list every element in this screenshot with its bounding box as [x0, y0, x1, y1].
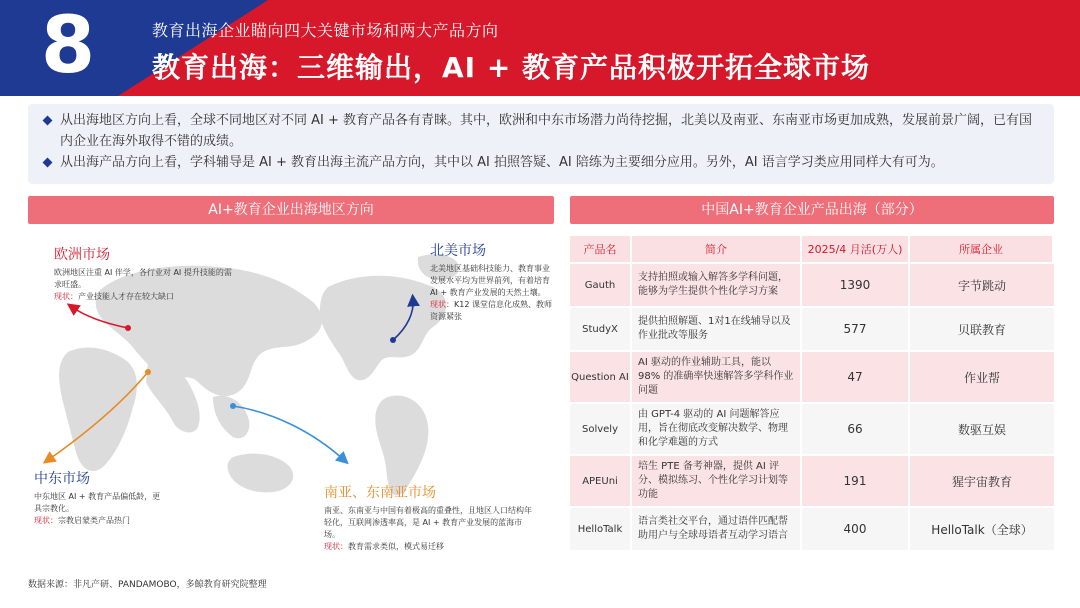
section-number: 8	[40, 1, 96, 91]
product-name: Question AI	[570, 352, 632, 404]
page-header	[0, 0, 1080, 96]
region-middle-east	[34, 468, 164, 527]
column-header: 所属企业	[910, 236, 1054, 264]
column-header: 2025/4 月活(万人)	[802, 236, 910, 264]
region-north-america-status: K12 课堂信息化成熟、教师资源紧张	[430, 300, 552, 321]
product-mau: 577	[802, 308, 910, 352]
region-north-america	[430, 240, 552, 323]
region-north-america-desc-text: 北美地区基础科技能力、教育事业发展水平均为世界前列，有着培育 AI + 教育产业发展的天然土壤。	[430, 264, 550, 297]
product-mau: 191	[802, 456, 910, 508]
region-section-title: AI+教育企业出海地区方向	[28, 196, 554, 224]
region-middle-east-title: 中东市场	[34, 471, 90, 487]
region-north-america-status-label: 现状：	[430, 300, 454, 309]
product-company: 数驱互娱	[910, 404, 1054, 456]
intro-bullet	[42, 152, 1040, 173]
table-row	[570, 508, 1054, 552]
region-south-asia-status-label: 现状：	[324, 542, 348, 551]
product-company: 字节跳动	[910, 264, 1054, 308]
region-europe-title: 欧洲市场	[54, 247, 110, 263]
intro-bullet-text: 从出海地区方向上看，全球不同地区对不同 AI + 教育产品各有青睐。其中，欧洲和中东市场潜力尚待挖掘，北美以及南亚、东南亚市场更加成熟，发展前景广阔，已有国内企业在海外取得不错的成绩。	[60, 113, 1033, 149]
region-europe-desc	[54, 267, 234, 303]
product-company: HelloTalk（全球）	[910, 508, 1054, 552]
product-desc: 支持拍照或输入解答多学科问题，能够为学生提供个性化学习方案	[632, 264, 802, 308]
product-company: 贝联教育	[910, 308, 1054, 352]
product-mau: 400	[802, 508, 910, 552]
product-company: 作业帮	[910, 352, 1054, 404]
intro-bullet	[42, 110, 1040, 152]
region-south-asia-status: 教育需求类似，模式易迁移	[348, 542, 444, 551]
table-row	[570, 264, 1054, 308]
column-header: 简介	[632, 236, 802, 264]
product-mau: 1390	[802, 264, 910, 308]
region-middle-east-desc	[34, 491, 164, 527]
southeast-asia-arrow	[233, 406, 344, 460]
table-row	[570, 456, 1054, 508]
product-name: Solvely	[570, 404, 632, 456]
product-company: 猩宇宙教育	[910, 456, 1054, 508]
region-middle-east-status: 宗教启蒙类产品热门	[58, 516, 130, 525]
region-middle-east-desc-text: 中东地区 AI + 教育产品偏低龄，更具宗教化。	[34, 492, 161, 513]
table-header-row	[570, 236, 1054, 264]
page-subtitle: 教育出海企业瞄向四大关键市场和两大产品方向	[152, 21, 499, 40]
region-europe	[54, 244, 234, 303]
region-south-asia	[324, 482, 534, 553]
intro-box	[28, 104, 1054, 184]
page-title: 教育出海：三维输出，AI + 教育产品积极开拓全球市场	[152, 51, 871, 84]
product-section-title: 中国AI+教育企业产品出海（部分）	[570, 196, 1054, 224]
region-europe-status-label: 现状：	[54, 292, 78, 301]
product-mau: 66	[802, 404, 910, 456]
region-north-america-desc	[430, 263, 552, 323]
table-row	[570, 404, 1054, 456]
table-row	[570, 308, 1054, 352]
diamond-bullet-icon	[43, 116, 53, 126]
region-south-asia-desc	[324, 505, 534, 553]
region-europe-desc-text: 欧洲地区注重 AI 伴学，各行业对 AI 提升技能的需求旺盛。	[54, 268, 232, 289]
product-desc: AI 驱动的作业辅助工具，能以 98% 的准确率快速解答多学科作业问题	[632, 352, 802, 404]
product-desc: 由 GPT-4 驱动的 AI 问题解答应用，旨在彻底改变解决数学、物理和化学难题的方式	[632, 404, 802, 456]
product-desc: 语言类社交平台，通过语伴匹配帮助用户与全球母语者互动学习语言	[632, 508, 802, 552]
column-header: 产品名	[570, 236, 632, 264]
data-source-note: 数据来源：非凡产研、PANDAMOBO，多鲸教育研究院整理	[28, 580, 267, 590]
product-name: StudyX	[570, 308, 632, 352]
table-row	[570, 352, 1054, 404]
world-map-panel	[28, 232, 554, 552]
product-name: HelloTalk	[570, 508, 632, 552]
product-mau: 47	[802, 352, 910, 404]
region-europe-status: 产业技能人才存在较大缺口	[78, 292, 174, 301]
diamond-bullet-icon	[43, 158, 53, 168]
product-name: Gauth	[570, 264, 632, 308]
product-name: APEUni	[570, 456, 632, 508]
product-desc: 提供拍照解题、1对1在线辅导以及作业批改等服务	[632, 308, 802, 352]
region-south-asia-desc-text: 南亚、东南亚与中国有着极高的重叠性，且地区人口结构年轻化，互联网渗透率高，是 AI + 教育产业发展的蓝海市场。	[324, 506, 532, 539]
product-desc: 培生 PTE 备考神器，提供 AI 评分、模拟练习、个性化学习计划等功能	[632, 456, 802, 508]
region-south-asia-title: 南亚、东南亚市场	[324, 485, 436, 501]
region-middle-east-status-label: 现状：	[34, 516, 58, 525]
product-table	[570, 236, 1054, 552]
intro-bullet-text: 从出海产品方向上看，学科辅导是 AI + 教育出海主流产品方向，其中以 AI 拍照答疑、AI 陪练为主要细分应用。另外，AI 语言学习类应用同样大有可为。	[60, 155, 944, 170]
region-north-america-title: 北美市场	[430, 243, 486, 259]
